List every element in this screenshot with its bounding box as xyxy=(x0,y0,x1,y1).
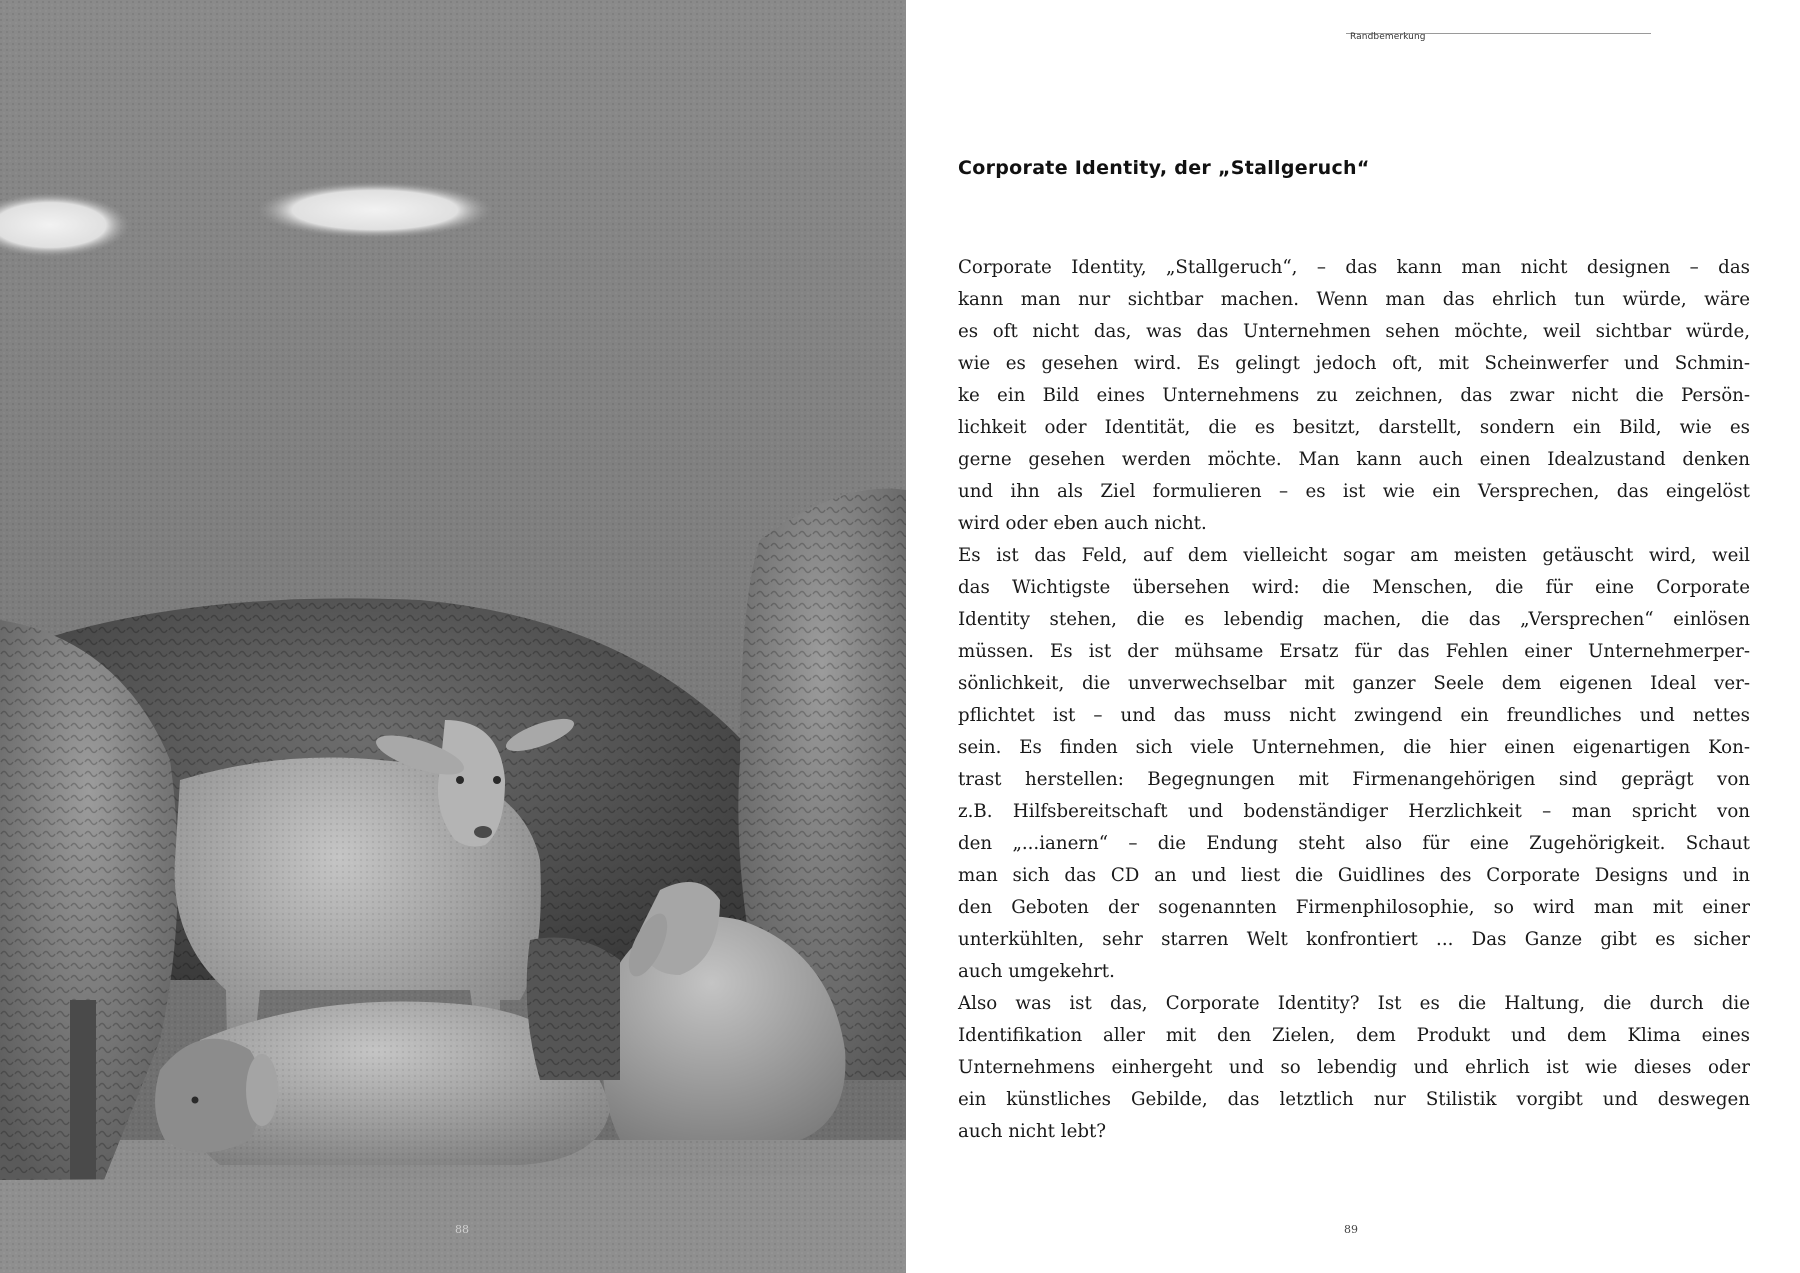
running-head: Randbemerkung xyxy=(1350,32,1426,42)
body-line: Identity stehen, die es lebendig machen, die das „Versprechen“ einlösen xyxy=(958,609,1750,630)
page-heading: Corporate Identity, der „Stallgeruch“ xyxy=(958,157,1370,179)
body-line: auch nicht lebt? xyxy=(958,1121,1107,1142)
body-line: gerne gesehen werden möchte. Man kann auch einen Idealzustand denken xyxy=(958,449,1750,470)
body-line: auch umgekehrt. xyxy=(958,961,1115,982)
body-line: z.B. Hilfsbereitschaft und bodenständiger Herzlichkeit – man spricht von xyxy=(958,801,1750,822)
body-line: Unternehmens einhergeht und so lebendig und ehrlich ist wie dieses oder xyxy=(958,1057,1750,1078)
body-line: es oft nicht das, was das Unternehmen sehen möchte, weil sichtbar würde, xyxy=(958,321,1750,342)
body-line: Identifikation aller mit den Zielen, dem Produkt und dem Klima eines xyxy=(958,1025,1750,1046)
body-line: und ihn als Ziel formulieren – es ist wie ein Versprechen, das eingelöst xyxy=(958,481,1750,502)
text-page xyxy=(906,0,1800,1273)
body-line: Also was ist das, Corporate Identity? Ist es die Haltung, die durch die xyxy=(958,993,1750,1014)
body-line: pflichtet ist – und das muss nicht zwingend ein freundliches und nettes xyxy=(958,705,1750,726)
body-line: das Wichtigste übersehen wird: die Menschen, die für eine Corporate xyxy=(958,577,1750,598)
body-line: sein. Es finden sich viele Unternehmen, die hier einen eigenartigen Kon- xyxy=(958,737,1750,758)
body-line: lichkeit oder Identität, die es besitzt, darstellt, sondern ein Bild, wie es xyxy=(958,417,1750,438)
body-line: den „...ianern“ – die Endung steht also für eine Zugehörigkeit. Schaut xyxy=(958,833,1750,854)
body-line: den Geboten der sogenannten Firmenphilosophie, so wird man mit einer xyxy=(958,897,1750,918)
body-line: wird oder eben auch nicht. xyxy=(958,513,1207,534)
body-line: unterkühlten, sehr starren Welt konfrontiert ... Das Ganze gibt es sicher xyxy=(958,929,1750,950)
body-line: trast herstellen: Begegnungen mit Firmenangehörigen sind geprägt von xyxy=(958,769,1750,790)
body-line: Es ist das Feld, auf dem vielleicht sogar am meisten getäuscht wird, weil xyxy=(958,545,1750,566)
body-line: sönlichkeit, die unverwechselbar mit ganzer Seele dem eigenen Ideal ver- xyxy=(958,673,1750,694)
body-line: ke ein Bild eines Unternehmens zu zeichnen, das zwar nicht die Persön- xyxy=(958,385,1750,406)
body-line: man sich das CD an und liest die Guidlines des Corporate Designs und in xyxy=(958,865,1750,886)
body-line: Corporate Identity, „Stallgeruch“, – das kann man nicht designen – das xyxy=(958,257,1750,278)
body-line: müssen. Es ist der mühsame Ersatz für das Fehlen einer Unternehmerper- xyxy=(958,641,1750,662)
body-line: kann man nur sichtbar machen. Wenn man das ehrlich tun würde, wäre xyxy=(958,289,1750,310)
page-number-left: 88 xyxy=(455,1223,469,1236)
page-number-right: 89 xyxy=(1344,1223,1358,1236)
body-line: wie es gesehen wird. Es gelingt jedoch oft, mit Scheinwerfer und Schmin- xyxy=(958,353,1750,374)
body-text xyxy=(958,252,1750,1148)
body-line: ein künstliches Gebilde, das letztlich nur Stilistik vorgibt und deswegen xyxy=(958,1089,1750,1110)
